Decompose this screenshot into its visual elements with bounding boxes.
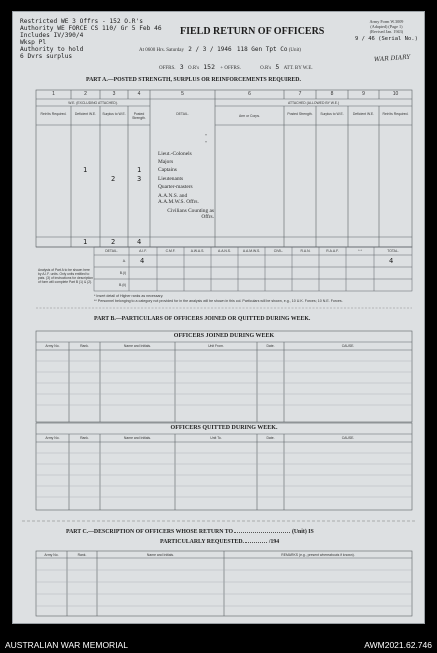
analysis-h-other: * * (358, 249, 362, 253)
col-num-1: 1 (52, 91, 55, 97)
analysis-h-total: TOTAL. (387, 249, 399, 253)
left-col-surplus: Surplus to W.E. (102, 112, 126, 116)
total-deficient: 1 (83, 238, 88, 246)
quitted-col-cause: CAUSE. (341, 436, 355, 440)
att-group-header: ATTACHED (ALLOWED BY W.E.) (287, 101, 340, 105)
col-num-3: 3 (112, 91, 116, 97)
partc-col-armyno: Army No. (44, 553, 59, 557)
analysis-row-a: A. (122, 259, 126, 263)
col-num-6: 6 (248, 91, 251, 97)
col-num-10: 10 (392, 91, 399, 97)
part-c-unit-label: (Unit) IS (291, 529, 314, 535)
analysis-total-value: 4 (389, 257, 394, 265)
rank-qm: Quarter-masters (158, 183, 193, 190)
analysis-footnote-1: * Insert detail of Higher ranks as necessary. (94, 294, 164, 298)
ors-label: O.R's (187, 66, 200, 71)
form-ref-1: Army Form W.3009 (369, 19, 404, 24)
right-col-posted: Posted Strength. (287, 112, 313, 116)
value-deficient: 1 (83, 166, 88, 174)
analysis-footnote-2: ** Personnel belonging to a category not provided for in the analysis will be shown in this col. Particulars will be shown, e.g., 10 U.K. Forces; 10 N.E. Forces. (94, 299, 343, 303)
left-col-posted: Posted Strength. (132, 112, 146, 120)
col-num-2: 2 (84, 91, 87, 97)
rank-captains: Captains (158, 167, 177, 174)
form-page (12, 11, 425, 624)
report-time-label: At 0600 Hrs. Saturday (139, 48, 184, 53)
offrs-label: OFFRS. (159, 66, 176, 71)
analysis-row-bi: B.(i) (119, 271, 126, 275)
report-unit: 118 Gen Tpt Co (236, 46, 288, 53)
footer-bar (0, 636, 437, 653)
ors-value: 152 (203, 63, 216, 71)
quitted-col-armyno: Army No. (45, 436, 60, 440)
unit-label: (Unit) (288, 48, 301, 53)
analysis-h-civil: CIVIL. (273, 249, 284, 253)
rank-majors: Majors (158, 159, 174, 166)
analysis-h-awas: A.W.A.S. (190, 249, 205, 253)
joined-col-rank: Rank. (80, 344, 89, 348)
analysis-aif-value: 4 (140, 257, 145, 265)
analysis-h-aamws: A.A.M.W.S. (242, 249, 261, 253)
rank-asterisks: * * (205, 133, 207, 145)
analysis-row-bii: B.(ii) (119, 283, 126, 287)
left-col-deficient: Deficient W.E. (74, 112, 97, 116)
analysis-h-aif: A.I.F. (139, 249, 147, 253)
att-value: 5 (275, 63, 280, 71)
rank-aans: A.A.N.S. and A.A.M.W.S. Offrs. (158, 193, 199, 206)
left-col-reints: Rein'ts Required. (40, 112, 67, 116)
serial-number: 9 / 46 (Serial No.) (355, 36, 418, 42)
quitted-col-name: Name and Initials. (123, 436, 152, 440)
joined-col-cause: CAUSE. (341, 344, 355, 348)
we-group-header: W.E. (EXCLUDING ATTACHED). (68, 101, 118, 105)
handwritten-annotation: WAR DIARY (373, 53, 411, 64)
part-c-title-1 (66, 529, 314, 535)
analysis-h-cmf: C.M.F. (165, 249, 176, 253)
offrs2-label: + OFFRS. (220, 66, 241, 71)
col-num-7: 7 (298, 91, 302, 97)
quitted-col-unit: Unit To. (210, 436, 222, 440)
analysis-h-detail: DETAIL. (105, 249, 118, 253)
report-date: 2 / 3 / 1946 (188, 46, 232, 53)
offrs-value: 3 (179, 63, 184, 71)
value-posted-1: 1 (137, 166, 142, 174)
joined-title: OFFICERS JOINED DURING WEEK (173, 333, 275, 339)
right-col-deficient: Deficient W.E. (352, 112, 375, 116)
rank-civilians: Civilians Counting as Offrs. (167, 208, 214, 221)
typed-line-3: Includes IV/390/4 (20, 32, 84, 39)
rank-lieutenants: Lieutenants (158, 175, 184, 182)
analysis-note: Analysis of Part A to be shown here by A.I.F. units. Only units entitled to pats. (3) of instructions for description of form will complete Part B (1) & (2). (38, 268, 93, 284)
total-posted: 4 (137, 238, 142, 246)
ors2-label: O.R's (260, 66, 272, 71)
quitted-col-rank: Rank. (80, 436, 89, 440)
value-posted-2: 3 (137, 175, 142, 183)
form-title: FIELD RETURN OF OFFICERS (180, 26, 325, 37)
col-num-4: 4 (137, 91, 141, 97)
form-ref-2: (Adapted) (Page 1) (370, 24, 403, 29)
rank-lt-col: Lieut.-Colonels (158, 151, 192, 157)
part-a-title: PART A.—POSTED STRENGTH, SURPLUS OR REINFORCEMENTS REQUIRED. (86, 77, 301, 83)
right-col-reints: Rein'ts Required. (382, 112, 409, 116)
quitted-title: OFFICERS QUITTED DURING WEEK. (170, 425, 278, 431)
part-b-title: PART B.—PARTICULARS OF OFFICERS JOINED OR QUITTED DURING WEEK. (94, 316, 311, 322)
form-ref-3: (Revised Jan. 1943) (369, 29, 404, 34)
att-label: ATT. BY W.E. (283, 66, 313, 71)
right-col-arm: Arm or Corps. (238, 114, 261, 118)
footer-source: AUSTRALIAN WAR MEMORIAL (5, 640, 128, 650)
typed-line-6: 6 Dvrs surplus (20, 53, 73, 60)
quitted-col-date: Date. (266, 436, 275, 440)
joined-col-armyno: Army No. (45, 344, 60, 348)
part-c-title-text: PART C.—DESCRIPTION OF OFFICERS WHOSE RETURN TO (66, 529, 234, 535)
total-surplus: 2 (111, 238, 116, 246)
part-c-requested: PARTICULARLY REQUESTED. (160, 539, 244, 545)
detail-header: DETAIL. (176, 112, 189, 116)
typed-line-2: Authority WE FORCE CS 110/ Gr 5 Feb 46 (20, 25, 162, 32)
partc-col-remarks: REMARKS (e.g., present whereabouts if known). (281, 553, 355, 557)
analysis-h-ran: R.A.N. (300, 249, 311, 253)
joined-col-name: Name and Initials. (123, 344, 152, 348)
col-num-8: 8 (330, 91, 334, 97)
right-col-surplus: Surplus to W.E. (320, 112, 344, 116)
footer-accession: AWM2021.62.746 (364, 640, 432, 650)
joined-col-date: Date. (266, 344, 275, 348)
col-num-5: 5 (181, 91, 184, 97)
part-c-date: /194 (268, 539, 280, 545)
typed-line-5: Authority to hold (20, 46, 84, 53)
analysis-h-aans: A.A.N.S. (217, 249, 231, 253)
typed-line-1: Restricted WE 3 Offrs - 152 O.R's (20, 18, 143, 25)
partc-col-name: Name and Initials. (146, 553, 175, 557)
ranks-list (158, 150, 214, 220)
joined-col-unit: Unit From. (208, 344, 224, 348)
part-c-title-2 (160, 539, 279, 545)
col-num-9: 9 (362, 91, 365, 97)
analysis-h-raaf: R.A.A.F. (326, 249, 339, 253)
partc-col-rank: Rank. (77, 553, 87, 557)
typed-line-4: Wksp Pl (20, 39, 47, 46)
value-surplus: 2 (111, 175, 116, 183)
